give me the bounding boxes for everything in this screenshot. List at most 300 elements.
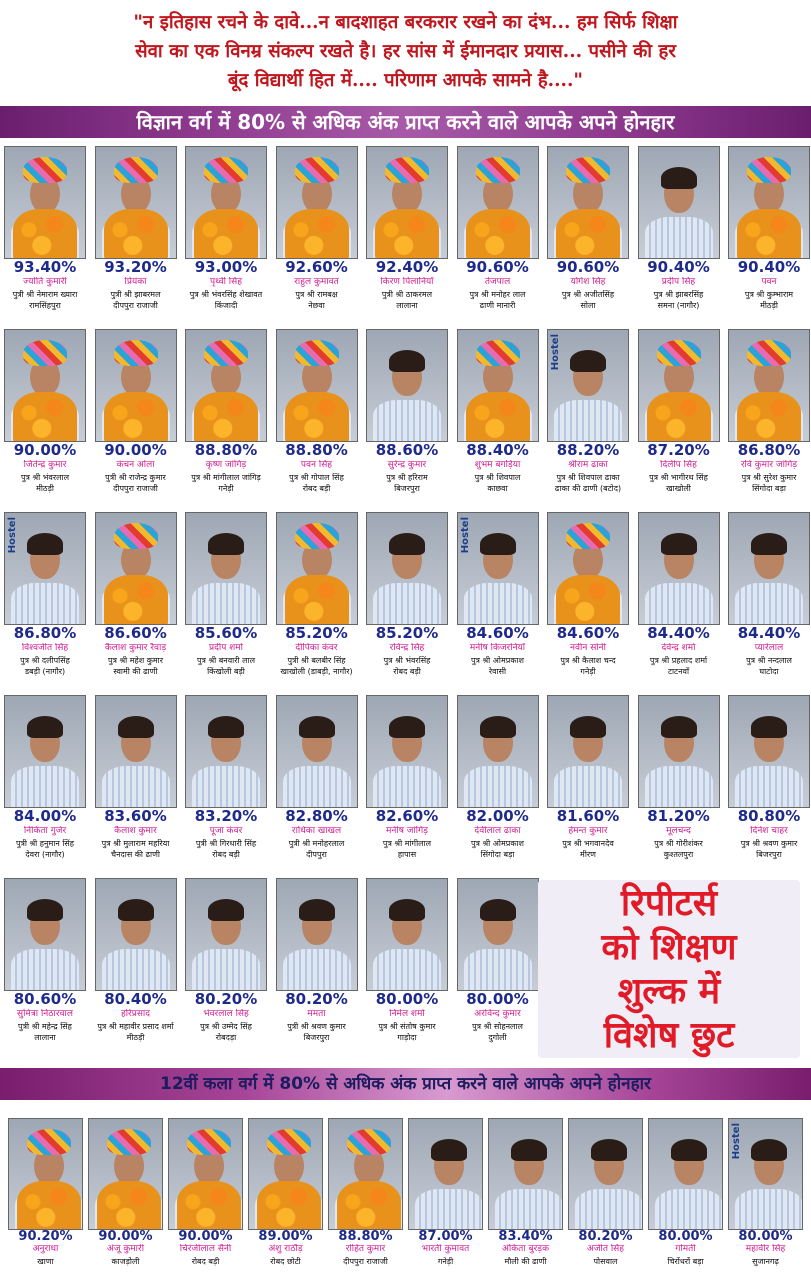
hair-shape (591, 1139, 627, 1161)
student-place: काछवा (487, 484, 508, 493)
student-card (728, 329, 810, 501)
quote-line-3: बूंद विद्यार्थी हित में.... परिणाम आपके सामने है...." (227, 70, 584, 91)
student-name: चिरंजीलाल सैनी (179, 1244, 232, 1254)
turban-shape (114, 157, 158, 183)
student-name: सुरेन्द्र कुमार (387, 460, 427, 470)
hair-shape (299, 899, 335, 921)
student-photo (4, 146, 86, 259)
student-percentage: 80.20% (285, 990, 348, 1008)
shirt-shape (645, 583, 713, 625)
repeaters-offer (538, 880, 800, 1058)
hair-shape (431, 1139, 467, 1161)
student-photo (276, 146, 358, 259)
student-photo (366, 329, 448, 442)
repeaters-line-4: विशेष छुट (603, 1015, 735, 1056)
shirt-shape (373, 583, 441, 625)
student-parent: पुत्री श्री बलबीर सिंह (287, 656, 346, 665)
student-percentage: 82.00% (466, 807, 529, 825)
shirt-shape (373, 400, 441, 442)
turban-shape (114, 523, 158, 549)
arts-student-card (568, 1118, 643, 1268)
student-parent: पुत्र श्री बनवारी लाल (196, 656, 256, 665)
arts-banner: 12वीं कला वर्ग में 80% से अधिक अंक प्राप्त करने वाले आपके अपने होनहार (0, 1068, 811, 1100)
student-name: निकिता गुर्जर (23, 826, 67, 836)
student-card (547, 512, 629, 684)
student-photo (276, 512, 358, 625)
student-photo (88, 1118, 163, 1230)
hair-shape (299, 716, 335, 738)
student-place: गाड़ोदा (397, 1033, 417, 1042)
student-photo (457, 146, 539, 259)
student-photo (4, 329, 86, 442)
student-percentage: 82.80% (285, 807, 348, 825)
student-name: शुभम बगड़िया (474, 460, 521, 470)
student-photo (276, 878, 358, 991)
garland-shape (97, 1181, 161, 1230)
student-card (547, 329, 629, 501)
student-percentage: 80.00% (738, 1229, 793, 1244)
hair-shape (661, 533, 697, 555)
student-place: लालाना (396, 301, 418, 310)
turban-shape (295, 157, 339, 183)
hair-shape (570, 716, 606, 738)
student-percentage: 92.60% (285, 258, 348, 276)
student-percentage: 90.40% (647, 258, 710, 276)
student-name: अंजू कुमारी (106, 1244, 145, 1254)
student-parent: पुत्र श्री भंवरसिंह शेखावत (189, 290, 263, 299)
student-photo (185, 695, 267, 808)
turban-shape (295, 340, 339, 366)
hair-shape (208, 533, 244, 555)
shirt-shape (645, 217, 713, 259)
student-place: रोबद बड़ी (191, 1257, 220, 1266)
garland-shape (737, 209, 801, 259)
student-parent: पुत्र श्री कैलाश चन्द (560, 656, 616, 665)
turban-shape (107, 1129, 151, 1155)
student-photo (185, 878, 267, 991)
student-parent: पुत्र श्री झाबरसिंह (653, 290, 704, 299)
student-photo (457, 878, 539, 991)
student-photo (168, 1118, 243, 1230)
arts-student-card (648, 1118, 723, 1268)
garland-shape (285, 392, 349, 442)
garland-shape (104, 209, 168, 259)
hostel-label: Hostel (459, 517, 471, 554)
student-photo (547, 695, 629, 808)
student-parent: पुत्र श्री सोहनलाल (472, 1022, 523, 1031)
hair-shape (751, 1139, 787, 1161)
student-card (366, 146, 448, 318)
turban-shape (267, 1129, 311, 1155)
student-name: ममता (307, 1009, 326, 1019)
student-name: महावीर सिंह (745, 1244, 786, 1254)
student-place: ढाका की ढाणी (बटोद) (554, 484, 622, 493)
student-name: रवि कुमार जांगिड़ (740, 460, 798, 470)
student-card (366, 329, 448, 501)
student-percentage: 93.40% (13, 258, 77, 276)
student-name: पवन सिंह (300, 460, 333, 470)
turban-shape (23, 340, 67, 366)
student-parent: पुत्र श्री महेश कुमार (107, 656, 164, 665)
student-percentage: 86.80% (737, 441, 801, 459)
turban-shape (385, 157, 429, 183)
student-photo (728, 146, 810, 259)
student-photo (4, 512, 86, 625)
arts-student-card (408, 1118, 483, 1268)
student-percentage: 80.00% (466, 990, 529, 1008)
hair-shape (570, 350, 606, 372)
student-name: कंचन ओला (116, 460, 155, 470)
student-place: बिजरपुरा (394, 484, 420, 493)
student-name: गोमती (675, 1244, 696, 1254)
student-name: हरिप्रसाद (120, 1009, 151, 1019)
shirt-shape (495, 1189, 563, 1230)
student-card (95, 146, 177, 318)
shirt-shape (554, 400, 622, 442)
student-card (457, 878, 539, 1050)
student-parent: पुत्र श्री शिवपाल ढाका (556, 473, 620, 482)
student-place: रोबद बड़ी (393, 667, 421, 676)
student-place: खाखोली (666, 484, 691, 493)
student-parent: पुत्र श्री नन्दलाल (746, 656, 792, 665)
student-card (185, 512, 267, 684)
turban-shape (204, 340, 248, 366)
garland-shape (104, 575, 168, 625)
student-parent: पुत्री श्री श्रवण कुमार (287, 1022, 346, 1031)
student-card (728, 695, 810, 867)
student-percentage: 80.60% (13, 990, 77, 1008)
shirt-shape (645, 766, 713, 808)
repeaters-line-1: रिपीटर्स (620, 883, 718, 924)
quote-line-2: सेवा का एक विनम्र संकल्प रखते है। हर सांस में ईमानदार प्रयास... पसीने की हर (135, 41, 676, 62)
student-name: तेजपाल (484, 277, 511, 287)
garland-shape (285, 209, 349, 259)
student-place: खाणा (37, 1257, 54, 1266)
student-card (457, 695, 539, 867)
garland-shape (194, 209, 258, 259)
student-place: सिंगोदा बड़ा (480, 850, 515, 859)
student-card (457, 146, 539, 318)
shirt-shape (192, 583, 260, 625)
student-card (185, 878, 267, 1050)
garland-shape (257, 1181, 321, 1230)
student-photo (638, 146, 720, 259)
turban-shape (187, 1129, 231, 1155)
hair-shape (661, 716, 697, 738)
hair-shape (389, 533, 425, 555)
student-name: अजीत सिंह (586, 1244, 625, 1254)
student-place: बिजरपुरा (756, 850, 782, 859)
student-card (366, 695, 448, 867)
student-percentage: 90.40% (737, 258, 801, 276)
student-parent: पुत्र श्री संतोष कुमार (378, 1022, 436, 1031)
student-card (638, 512, 720, 684)
student-photo (4, 695, 86, 808)
shirt-shape (373, 766, 441, 808)
student-place: दुगोली (488, 1033, 507, 1042)
student-card (276, 695, 358, 867)
student-place: मीठड़ी (36, 484, 54, 493)
garland-shape (556, 575, 620, 625)
shirt-shape (192, 949, 260, 991)
student-name: किरण पिलानियाँ (380, 277, 434, 287)
student-name: कैलाश कुमार (114, 826, 157, 836)
student-name: प्रदीप सिंह (661, 277, 696, 287)
student-place: दीपपुरा राजाजी (113, 484, 158, 493)
student-name: ज्योति कुमारी (23, 277, 67, 287)
student-percentage: 82.60% (375, 807, 439, 825)
student-place: मीठड़ी (760, 301, 778, 310)
student-photo (728, 329, 810, 442)
student-percentage: 81.20% (647, 807, 710, 825)
student-percentage: 88.80% (285, 441, 348, 459)
student-percentage: 93.00% (194, 258, 258, 276)
student-photo (457, 512, 539, 625)
student-name: पृथ्वी सिंह (210, 277, 242, 287)
student-photo (648, 1118, 723, 1230)
student-card (728, 512, 810, 684)
student-card (4, 146, 86, 318)
turban-shape (23, 157, 67, 183)
student-percentage: 92.40% (375, 258, 439, 276)
hair-shape (389, 350, 425, 372)
shirt-shape (11, 949, 79, 991)
student-place: मीठड़ी (126, 1033, 145, 1042)
shirt-shape (464, 766, 532, 808)
student-card (276, 512, 358, 684)
student-photo (328, 1118, 403, 1230)
student-percentage: 84.60% (556, 624, 620, 642)
student-parent: पुत्री श्री राजेन्द्र कुमार (105, 473, 166, 482)
student-parent: पुत्र श्री मुलाराम महरिया (101, 839, 170, 848)
student-card (728, 146, 810, 318)
student-percentage: 90.00% (178, 1229, 233, 1244)
student-parent: पुत्र श्री मांगीलाल जांगिड़ (191, 473, 261, 482)
student-place: काजड़ोली (111, 1257, 140, 1266)
student-place: नेछवा (308, 301, 325, 310)
student-percentage: 84.60% (466, 624, 529, 642)
student-photo (728, 695, 810, 808)
student-photo (488, 1118, 563, 1230)
hair-shape (511, 1139, 547, 1161)
garland-shape (466, 392, 530, 442)
student-place: टाटनवाँ (667, 667, 690, 676)
student-percentage: 90.20% (18, 1229, 73, 1244)
student-parent: पुत्र श्री ओमप्रकाश (471, 839, 524, 848)
student-place: खाखोली (डाबड़ी, नागौर) (280, 667, 353, 676)
student-card (457, 329, 539, 501)
student-place: गनेड़ी (580, 667, 596, 676)
student-photo (276, 329, 358, 442)
student-percentage: 90.60% (466, 258, 529, 276)
student-photo (185, 329, 267, 442)
student-place: डबड़ी (नागौर) (24, 667, 66, 676)
student-card (185, 146, 267, 318)
student-name: कैलाश कुमार रैवाड़ (104, 643, 167, 653)
student-parent: पुत्र श्री ओमप्रकाश (471, 656, 524, 665)
student-name: राहुल कुमावत (294, 277, 339, 287)
student-card (4, 329, 86, 501)
student-photo (638, 695, 720, 808)
shirt-shape (464, 949, 532, 991)
student-photo (366, 512, 448, 625)
student-card (276, 329, 358, 501)
student-percentage: 88.80% (194, 441, 258, 459)
turban-shape (114, 340, 158, 366)
shirt-shape (11, 766, 79, 808)
student-place: दीपपुरा राजाजी (343, 1257, 388, 1266)
arts-student-card (728, 1118, 803, 1268)
student-place: समना (नागौर) (657, 301, 700, 310)
student-percentage: 84.40% (737, 624, 801, 642)
garland-shape (13, 392, 77, 442)
shirt-shape (11, 583, 79, 625)
student-name: पवन (761, 277, 777, 287)
student-percentage: 80.80% (737, 807, 801, 825)
hair-shape (480, 716, 516, 738)
student-place: रोबद बड़ी (212, 850, 240, 859)
student-parent: पुत्र श्री मांगीलाल (382, 839, 432, 848)
hair-shape (480, 899, 516, 921)
student-percentage: 90.60% (556, 258, 620, 276)
student-parent: पुत्र श्री महावीर प्रसाद शर्मा (97, 1022, 174, 1031)
science-banner: विज्ञान वर्ग में 80% से अधिक अंक प्राप्त करने वाले आपके अपने होनहार (0, 106, 811, 138)
garland-shape (375, 209, 439, 259)
arts-student-card (168, 1118, 243, 1268)
student-photo (95, 329, 177, 442)
hostel-label: Hostel (550, 334, 561, 371)
student-place: घाटोदा (759, 667, 779, 676)
student-parent: पुत्री श्री झाबरमल (110, 290, 161, 299)
student-parent: पुत्र श्री प्रहलाद शर्मा (649, 656, 708, 665)
student-place: गनेड़ी (437, 1257, 454, 1266)
student-name: मनीष जांगिड़ (386, 826, 428, 836)
student-place: रोबदड़ा (215, 1033, 237, 1042)
turban-shape (566, 523, 610, 549)
student-name: प्यारेलाल (754, 643, 784, 653)
student-name: कृष्ण जांगिड़ (205, 460, 247, 470)
student-parent: पुत्र श्री शिवपाल (474, 473, 521, 482)
garland-shape (556, 209, 620, 259)
student-photo (408, 1118, 483, 1230)
student-card (638, 146, 720, 318)
turban-shape (476, 340, 520, 366)
student-name: देवीलाल ढाका (474, 826, 521, 836)
student-card (366, 512, 448, 684)
student-card (638, 695, 720, 867)
student-card (185, 329, 267, 501)
hair-shape (480, 533, 516, 555)
student-parent: पुत्र श्री हरिराम (386, 473, 428, 482)
student-name: दिनेश चाहर (750, 826, 788, 836)
student-photo (95, 695, 177, 808)
garland-shape (647, 392, 711, 442)
garland-shape (104, 392, 168, 442)
student-photo (95, 512, 177, 625)
hair-shape (27, 716, 63, 738)
student-percentage: 80.40% (104, 990, 167, 1008)
student-percentage: 85.60% (194, 624, 258, 642)
student-place: बिजरपुरा (303, 1033, 330, 1042)
student-name: अनुराधा (32, 1244, 59, 1254)
shirt-shape (464, 583, 532, 625)
student-photo (457, 329, 539, 442)
student-photo (547, 329, 629, 442)
student-photo (366, 146, 448, 259)
student-parent: पुत्री श्री नेमाराम ख्यारा (12, 290, 78, 299)
student-place: रोबद छोटी (270, 1257, 301, 1266)
turban-shape (27, 1129, 71, 1155)
student-photo (638, 512, 720, 625)
student-place: देवरा (नागौर) (25, 850, 65, 859)
student-place: सिंगोदा बड़ा (752, 484, 786, 493)
garland-shape (337, 1181, 401, 1230)
student-name: मूलचन्द (666, 826, 691, 836)
student-percentage: 84.40% (647, 624, 710, 642)
shirt-shape (283, 949, 351, 991)
student-place: लालाना (34, 1033, 56, 1042)
student-percentage: 80.20% (194, 990, 258, 1008)
student-card (95, 329, 177, 501)
hair-shape (118, 716, 154, 738)
student-card (185, 695, 267, 867)
garland-shape (285, 575, 349, 625)
student-place: हापास (397, 850, 417, 859)
student-card (366, 878, 448, 1050)
arts-student-card (248, 1118, 323, 1268)
student-place: मीरण (580, 850, 596, 859)
student-photo (248, 1118, 323, 1230)
student-place: रोबद बड़ी (302, 484, 331, 493)
hair-shape (118, 899, 154, 921)
student-parent: पुत्र श्री भगवानदेव (562, 839, 614, 848)
hostel-label: Hostel (7, 517, 18, 554)
hair-shape (661, 167, 697, 189)
student-parent: पुत्र श्री सुरेश कुमार (741, 473, 797, 482)
hair-shape (751, 533, 787, 555)
student-parent: पुत्री श्री मनोहरलाल (288, 839, 345, 848)
student-place: दीपपुरा राजाजी (113, 301, 158, 310)
student-name: प्रदीप शर्मा (208, 643, 244, 653)
student-percentage: 90.00% (98, 1229, 153, 1244)
student-name: हेमन्त कुमार (568, 826, 608, 836)
arts-student-card (8, 1118, 83, 1268)
quote-line-1: "न इतिहास रचने के दावे...न बादशाहत बरकरार रखने का दंभ... हम सिर्फ शिक्षा (133, 12, 678, 33)
student-name: अरविन्द कुमार (474, 1009, 521, 1019)
shirt-shape (735, 1189, 803, 1230)
student-card (638, 329, 720, 501)
student-photo (366, 695, 448, 808)
student-percentage: 80.00% (658, 1229, 713, 1244)
turban-shape (747, 340, 791, 366)
student-place: दीपपुरा (306, 850, 327, 859)
arts-student-card (328, 1118, 403, 1268)
student-parent: पुत्री श्री गिरधारी सिंह (195, 839, 257, 848)
student-name: अंशु राठौड़ (268, 1244, 303, 1254)
student-name: दीपिका कंवर (295, 643, 338, 653)
student-percentage: 83.60% (104, 807, 167, 825)
student-parent: पुत्र श्री दलीपसिंह (20, 656, 70, 665)
student-parent: पुत्र श्री मनोहर लाल (469, 290, 526, 299)
hair-shape (389, 716, 425, 738)
student-place: चैनदास की ढाणी (111, 850, 160, 859)
student-place: ढाणी मानारी (479, 301, 516, 310)
garland-shape (737, 392, 801, 442)
student-percentage: 84.00% (13, 807, 77, 825)
student-name: जितेन्द्र कुमार (23, 460, 67, 470)
student-name: देवेन्द्र शर्मा (661, 643, 696, 653)
student-photo (638, 329, 720, 442)
